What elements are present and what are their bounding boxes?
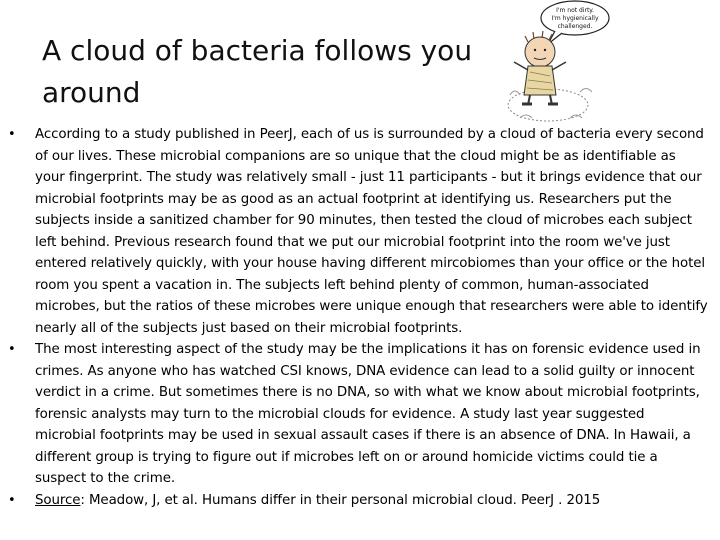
bullet-list: [8, 124, 708, 511]
bullet-marker: •: [8, 127, 16, 142]
source-citation: [35, 490, 708, 512]
slide-title: A cloud of bacteria follows you around: [42, 34, 473, 109]
speech-bubble: [541, 1, 609, 44]
speech-bubble-line-1: I'm not dirty.: [556, 7, 594, 14]
bullet-text: According to a study published in PeerJ, each of us is surrounded by a cloud of bacteria every second of our lives. These microbial companions are so unique that the cloud might be as identifiable as your fingerprint. The study was relatively small - just 11 participants - but it brings evidence that our microbial footprints may be as good as an actual footprint at identifying us. Researchers put the subjects inside a sanitized chamber for 90 minutes, then tested the cloud of microbes each subject left behind. Previous research found that we put our microbial footprint into the room we've just entered relatively quickly, with your house having different mircobiomes than your office or the hotel room you spent a vacation in. The subjects left behind plenty of common, human-associated microbes, but the ratios of these microbes were unique enough that researchers were able to identify nearly all of the subjects just based on their microbial footprints.: [35, 127, 708, 336]
source-label: Source: [35, 492, 81, 508]
pigpen-character: [514, 31, 566, 105]
source-text: : Meadow, J, et al. Humans differ in their personal microbial cloud. PeerJ . 2015: [80, 492, 601, 508]
speech-bubble-line-2: I'm hygienically: [551, 15, 599, 22]
bullet-marker: •: [8, 492, 16, 508]
bullet-forensic-implications: [8, 339, 708, 490]
speech-bubble-line-3: challenged.: [557, 23, 593, 30]
bullet-text: The most interesting aspect of the study may be the implications it has on forensic evidence used in crimes. As anyone who has watched CSI knows, DNA evidence can lead to a solid guilty or innocent verdict in a crime. But sometimes there is no DNA, so with what we know about microbial footprints, forensic analysts may turn to the microbial clouds for evidence. A study last year suggested microbial footprints may be used in sexual assault cases if there is an absence of DNA. In Hawaii, a different group is trying to figure out if microbes left on or around homicide victims could tie a suspect to the crime.: [35, 342, 701, 486]
pigpen-cartoon-illustration: [500, 0, 610, 125]
bullet-marker: •: [8, 342, 16, 357]
bullet-study-summary: [8, 124, 708, 339]
bullet-source-citation: [8, 490, 708, 512]
